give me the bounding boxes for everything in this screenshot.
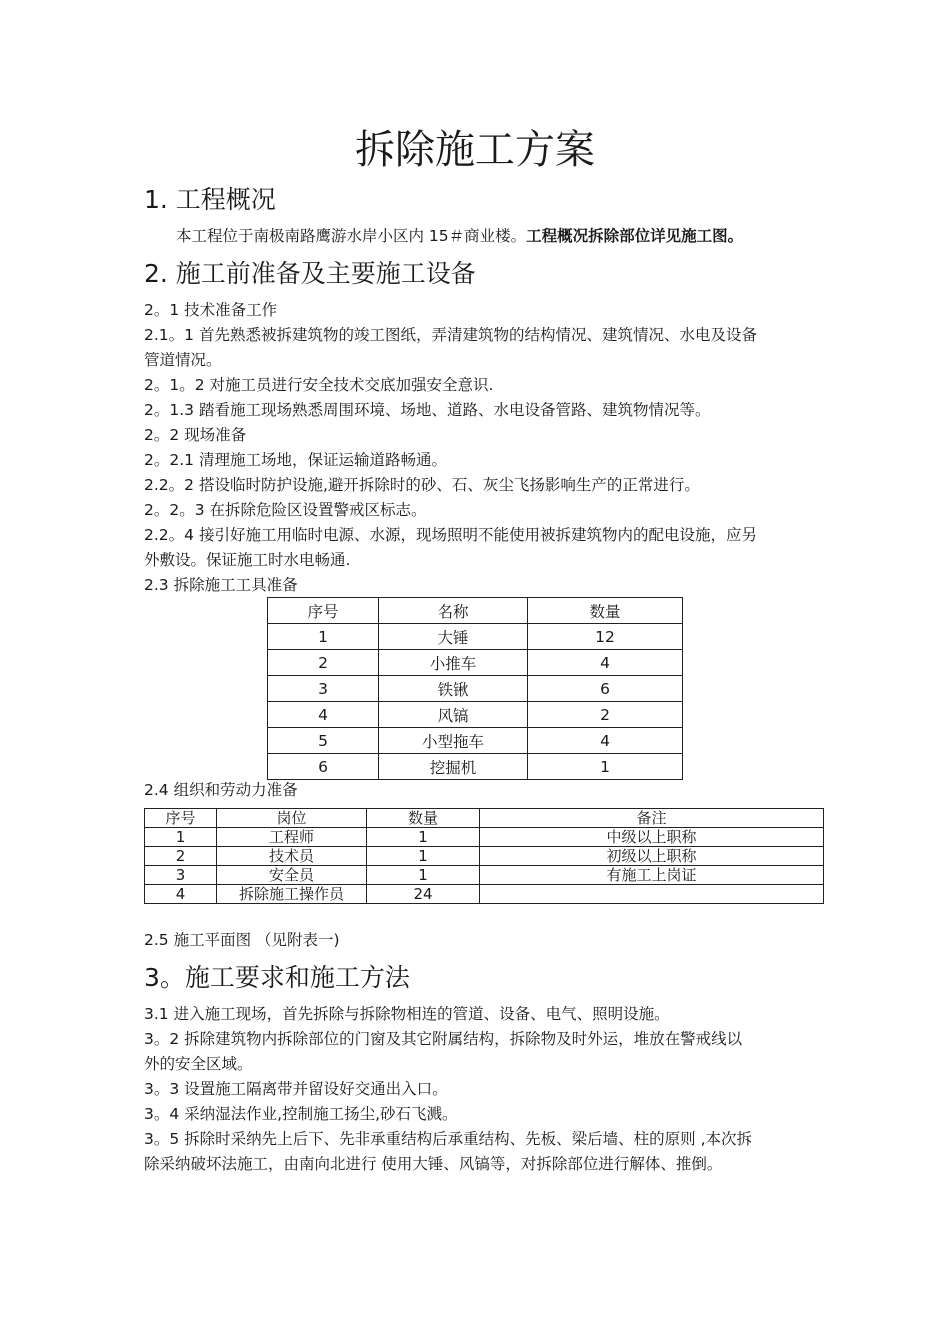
table-cell: 挖掘机	[379, 754, 528, 780]
table-cell: 6	[528, 676, 683, 702]
table-cell: 24	[367, 885, 480, 904]
paragraph-line: 3.1 进入施工现场，首先拆除与拆除物相连的管道、设备、电气、照明设施。	[144, 1005, 670, 1023]
table-cell: 4	[145, 885, 217, 904]
table-cell: 1	[145, 828, 217, 847]
paragraph-line: 2。1 技术准备工作	[144, 301, 278, 319]
table-cell: 安全员	[217, 866, 367, 885]
table-cell: 工程师	[217, 828, 367, 847]
paragraph-line: 外的安全区域。	[144, 1055, 253, 1073]
table-cell: 铁锹	[379, 676, 528, 702]
table-cell: 4	[528, 728, 683, 754]
table-cell: 1	[528, 754, 683, 780]
paragraph-line: 2。2.1 清理施工场地，保证运输道路畅通。	[144, 451, 447, 469]
staff-table	[144, 808, 824, 904]
section-1-text-bold: 工程概况拆除部位详见施工图。	[526, 227, 744, 245]
table-row	[145, 828, 824, 847]
section-2-heading: 2. 施工前准备及主要施工设备	[144, 259, 476, 288]
table-row	[268, 754, 683, 780]
table-cell: 2	[268, 650, 379, 676]
paragraph-line: 外敷设。保证施工时水电畅通.	[144, 551, 351, 569]
table-cell: 风镐	[379, 702, 528, 728]
tools-table	[267, 597, 683, 780]
table-cell: 1	[367, 847, 480, 866]
section-1-text-normal: 本工程位于南极南路鹰游水岸小区内 15＃商业楼。	[176, 227, 527, 245]
paragraph-line: 2.2。4 接引好施工用临时电源、水源，现场照明不能使用被拆建筑物内的配电设施，应另	[144, 526, 757, 544]
table-cell: 2	[145, 847, 217, 866]
paragraph-line: 2。2。3 在拆除危险区设置警戒区标志。	[144, 501, 427, 519]
paragraph-line: 3。5 拆除时采纳先上后下、先非承重结构后承重结构、先板、梁后墙、柱的原则 ,本次拆	[144, 1130, 753, 1148]
table-header-row	[145, 809, 824, 828]
table-cell: 1	[367, 866, 480, 885]
table-header-cell: 序号	[268, 598, 379, 624]
table-cell: 5	[268, 728, 379, 754]
table-header-cell: 岗位	[217, 809, 367, 828]
table-cell: 12	[528, 624, 683, 650]
table-row	[268, 728, 683, 754]
table-header-row	[268, 598, 683, 624]
table-cell: 4	[528, 650, 683, 676]
table-cell: 3	[145, 866, 217, 885]
paragraph-line: 2.2。2 搭设临时防护设施,避开拆除时的砂、石、灰尘飞扬影响生产的正常进行。	[144, 476, 700, 494]
section-1-text	[176, 225, 743, 247]
table-cell	[480, 885, 824, 904]
paragraph-line: 3。4 采纳湿法作业,控制施工扬尘,砂石飞溅。	[144, 1105, 458, 1123]
table-row	[268, 702, 683, 728]
table-cell: 小型拖车	[379, 728, 528, 754]
table-row	[268, 676, 683, 702]
table-cell: 3	[268, 676, 379, 702]
table-header-cell: 名称	[379, 598, 528, 624]
table-cell: 拆除施工操作员	[217, 885, 367, 904]
table-row	[145, 847, 824, 866]
table-cell: 2	[528, 702, 683, 728]
table-header-cell: 数量	[367, 809, 480, 828]
paragraph-line: 2。1。2 对施工员进行安全技术交底加强安全意识.	[144, 376, 494, 394]
paragraph-line: 2.1。1 首先熟悉被拆建筑物的竣工图纸，弄清建筑物的结构情况、建筑情况、水电及设备	[144, 326, 757, 344]
table-cell: 1	[367, 828, 480, 847]
document-title: 拆除施工方案	[355, 127, 595, 173]
section-2-5-label: 2.5 施工平面图 （见附表一)	[144, 931, 340, 949]
table-cell: 大锤	[379, 624, 528, 650]
paragraph-line: 2.3 拆除施工工具准备	[144, 576, 298, 594]
paragraph-line: 2。1.3 踏看施工现场熟悉周围环境、场地、道路、水电设备管路、建筑物情况等。	[144, 401, 711, 419]
table-header-cell: 数量	[528, 598, 683, 624]
paragraph-line: 除采纳破坏法施工，由南向北进行 使用大锤、风镐等，对拆除部位进行解体、推倒。	[144, 1155, 723, 1173]
table-row	[268, 624, 683, 650]
table-cell: 中级以上职称	[480, 828, 824, 847]
paragraph-line: 2。2 现场准备	[144, 426, 247, 444]
section-2-4-label: 2.4 组织和劳动力准备	[144, 781, 298, 799]
table-cell: 技术员	[217, 847, 367, 866]
table-row	[145, 885, 824, 904]
table-cell: 6	[268, 754, 379, 780]
table-cell: 1	[268, 624, 379, 650]
section-1-heading: 1. 工程概况	[144, 185, 276, 214]
table-cell: 有施工上岗证	[480, 866, 824, 885]
table-cell: 4	[268, 702, 379, 728]
table-header-cell: 序号	[145, 809, 217, 828]
table-cell: 小推车	[379, 650, 528, 676]
paragraph-line: 3。2 拆除建筑物内拆除部位的门窗及其它附属结构，拆除物及时外运，堆放在警戒线以	[144, 1030, 743, 1048]
table-cell: 初级以上职称	[480, 847, 824, 866]
table-row	[145, 866, 824, 885]
table-header-cell: 备注	[480, 809, 824, 828]
paragraph-line: 管道情况。	[144, 351, 222, 369]
table-row	[268, 650, 683, 676]
section-3-heading: 3。施工要求和施工方法	[144, 963, 410, 992]
paragraph-line: 3。3 设置施工隔离带并留设好交通出入口。	[144, 1080, 448, 1098]
